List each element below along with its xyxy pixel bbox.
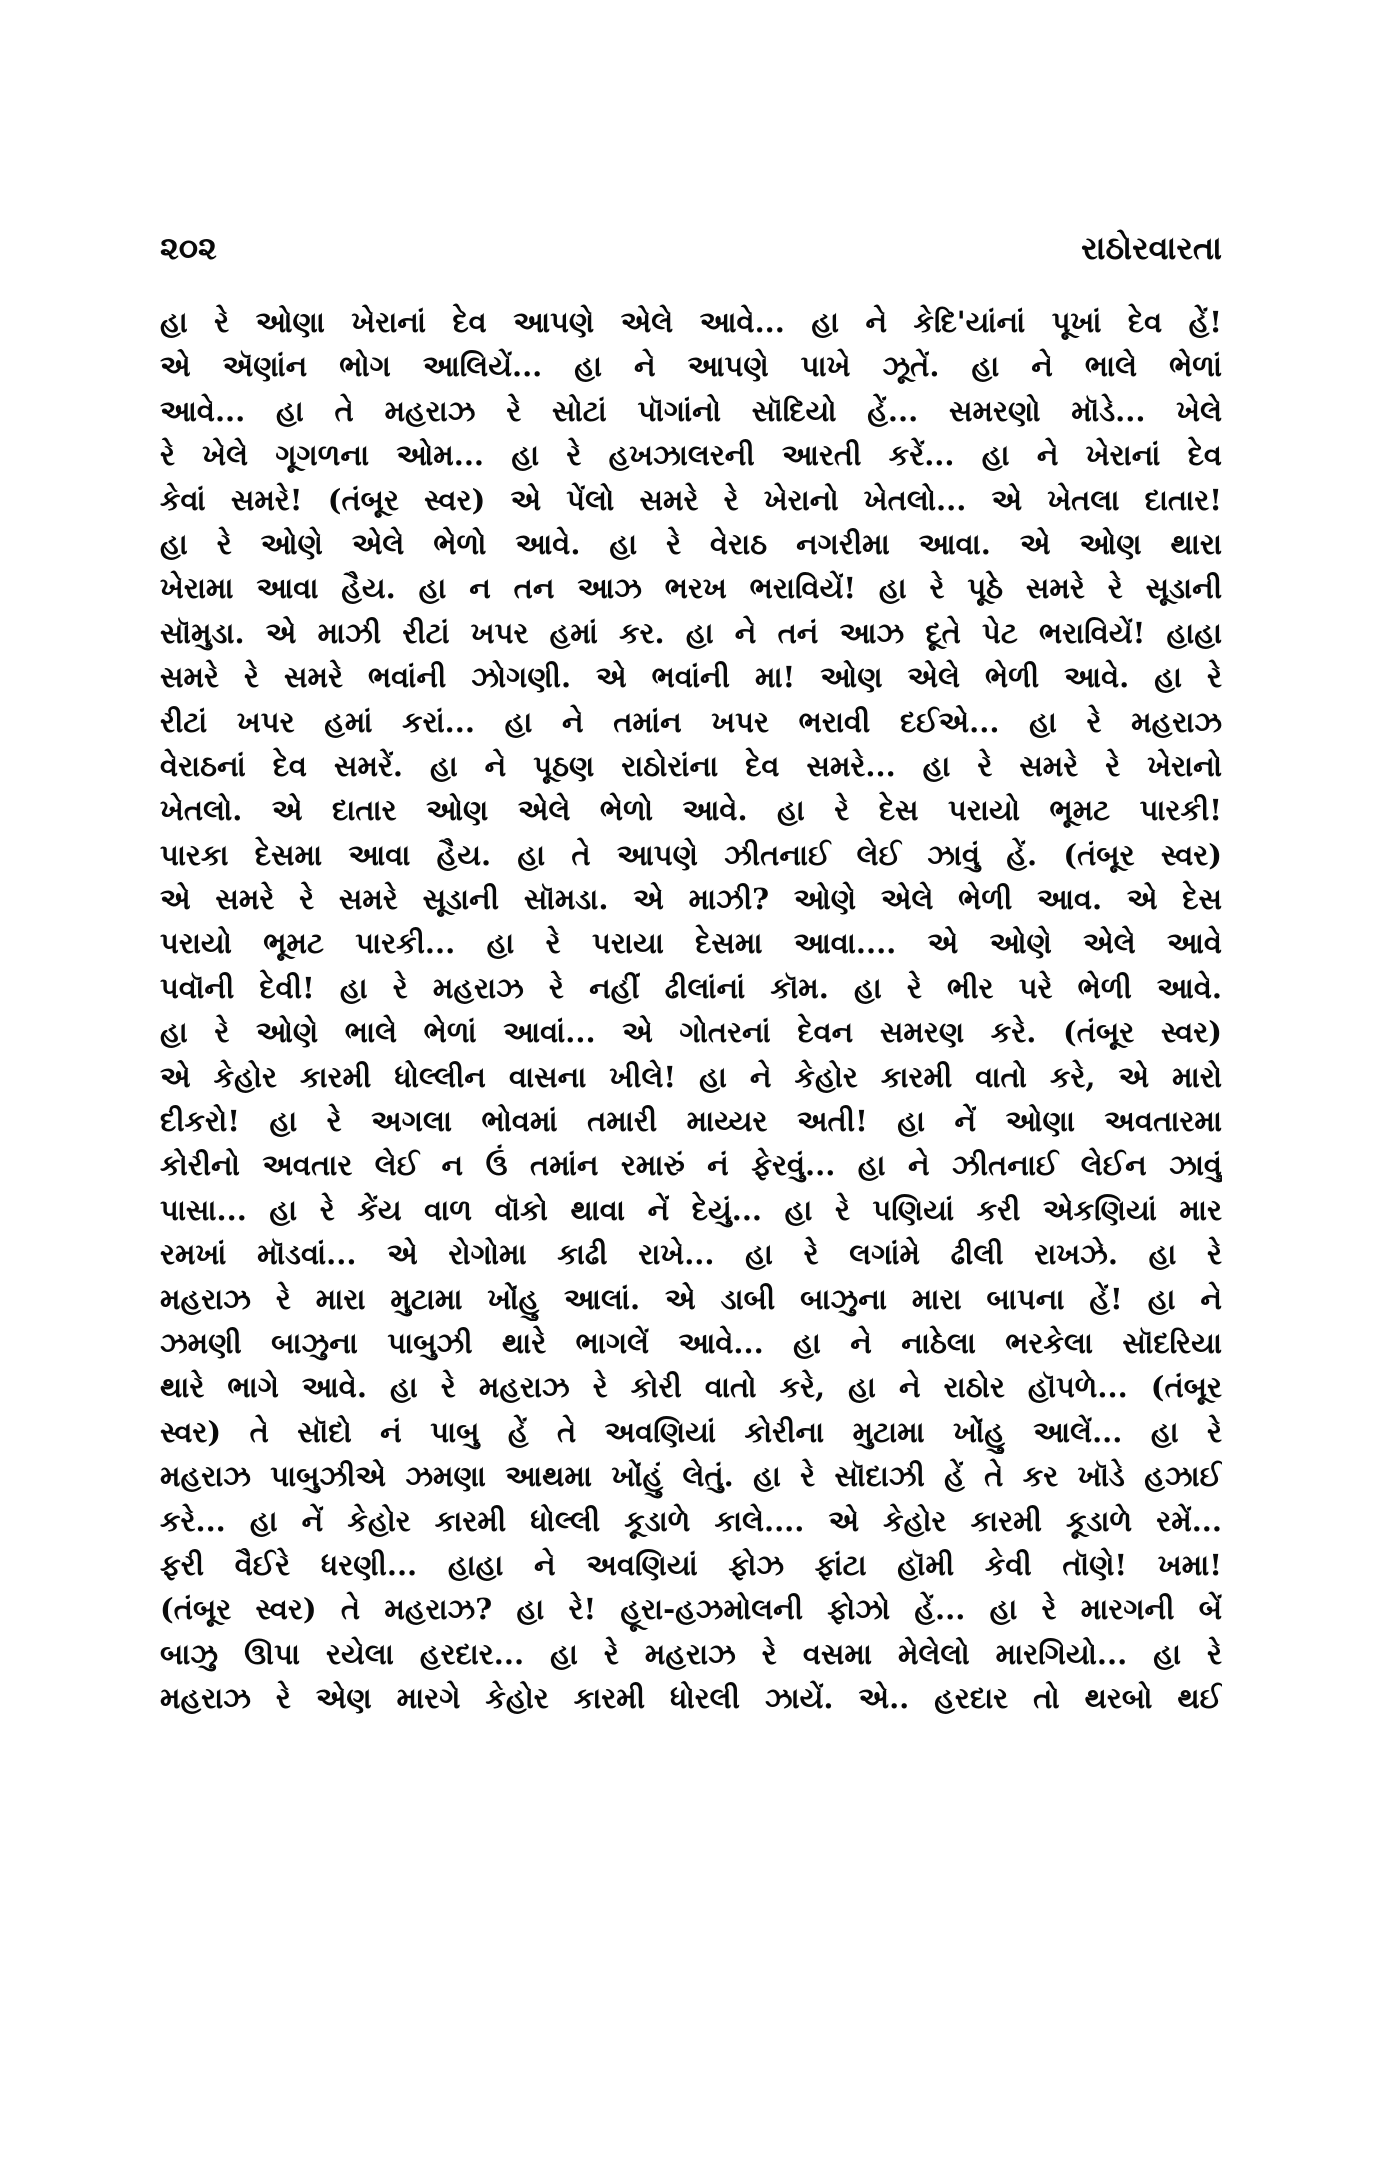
running-title: રાઠોરવારતા xyxy=(1081,229,1222,267)
text-line: પાસા... હા રે કેંય વાળ વૉકો થાવા નેં દેયું... હા રે પણિયાં કરી એકણિયાં માર xyxy=(160,1192,1222,1227)
text-line: (તંબૂર સ્વર) તે મહરાઝ? હા રે! હૂરા-હઝમોલની ફોઝો હેં... હા રે મારગની બેં xyxy=(160,1592,1222,1627)
text-line: એ કેહોર કારમી ધોલ્લીન વાસના ખીલે! હા ને કેહોર કારમી વાતો કરે, એ મારો xyxy=(160,1059,1222,1094)
page-header xyxy=(160,228,1222,268)
text-line: ખેતલો. એ દાતાર ઓણ એલે ભેળો આવે. હા રે દેસ પરાયો ભૂમટ પારકી! xyxy=(160,793,1222,828)
text-line: એ સમરે રે સમરે સૂડાની સૉમડા. એ માઝી? ઓણે એલે ભેળી આવ. એ દેસ xyxy=(160,882,1222,917)
text-line: પારકા દેસમા આવા હૈય. હા તે આપણે ઝીતનાઈ લેઈ ઝાવું હેં. (તંબૂર સ્વર) xyxy=(160,837,1222,872)
text-line: હા રે ઓણા ખેરાનાં દેવ આપણે એલે આવે... હા ને કેદિ'યાંનાં પૂખાં દેવ હેં! xyxy=(160,305,1222,339)
text-line: સૉમુડા. એ માઝી રીટાં ખપર હમાં કર. હા ને તનં આઝ દૂતે પેટ ભરાવિયેં! હાહા xyxy=(160,615,1222,650)
text-line: ખેરામા આવા હૈય. હા ન તન આઝ ભરખ ભરાવિયેં! હા રે પૂઠે સમરે રે સૂડાની xyxy=(160,571,1222,606)
text-line: ફરી વૈઈરે ધરણી... હાહા ને અવણિયાં ફોઝ ફાંટા હૉમી કેવી તૉણે! ખમા! xyxy=(160,1547,1222,1582)
text-line: કરે... હા નેં કેહોર કારમી ધોલ્લી કૂડાળે કાલે.... એ કેહોર કારમી કૂડાળે રમેં... xyxy=(160,1503,1222,1538)
text-line: રીટાં ખપર હમાં કરાં... હા ને તમાંન ખપર ભરાવી દઈએ... હા રે મહરાઝ xyxy=(160,704,1222,739)
text-line: હા રે ઓણે એલે ભેળો આવે. હા રે વેરાઠ નગરીમા આવા. એ ઓણ થારા xyxy=(160,526,1222,561)
text-line: બાઝુ ઊપા રયેલા હરદાર... હા રે મહરાઝ રે વસમા મેલેલો મારગિયો... હા રે xyxy=(160,1636,1222,1671)
page-number: ૨૦૨ xyxy=(160,229,217,267)
text-line: સમરે રે સમરે ભવાંની ઝોગણી. એ ભવાંની મા! ઓણ એલે ભેળી આવે. હા રે xyxy=(160,660,1222,695)
text-line: થારે ભાગે આવે. હા રે મહરાઝ રે કોરી વાતો કરે, હા ને રાઠોર હૉપળે... (તંબૂર xyxy=(160,1370,1222,1405)
text-line: મહરાઝ પાબુઝીએ ઝમણા આથમા ખોંહું લેતું. હા રે સૉદાઝી હેં તે કર ખૉડે હઝાઈ xyxy=(160,1459,1222,1494)
body-text xyxy=(160,300,1222,1721)
text-line: એ ઍણાંન ભોગ આલિયેં... હા ને આપણે પાખે ઝૂતેં. હા ને ભાલે ભેળાં xyxy=(160,349,1222,384)
text-line: પવૉની દેવી! હા રે મહરાઝ રે નહીં ઢીલાંનાં કૉમ. હા રે ભીર પરે ભેળી આવે. xyxy=(160,970,1222,1005)
text-line: વેરાઠનાં દેવ સમરેં. હા ને પૂઠણ રાઠોરાંના દેવ સમરે... હા રે સમરે રે ખેરાનો xyxy=(160,748,1222,783)
text-line: મહરાઝ રે મારા મુટામા ખોંહુ આલાં. એ ડાબી બાઝુના મારા બાપના હેં! હા ને xyxy=(160,1281,1222,1316)
text-line: આવે... હા તે મહરાઝ રે સોટાં પૉગાંનો સૉદિયો હેં... સમરણો મૉડે... ખેલે xyxy=(160,393,1222,428)
text-line: પરાયો ભૂમટ પારકી... હા રે પરાયા દેસમા આવા.... એ ઓણે એલે આવે xyxy=(160,926,1222,961)
text-line: કેવાં સમરે! (તંબૂર સ્વર) એ પેંલો સમરે રે ખેરાનો ખેતલો... એ ખેતલા દાતાર! xyxy=(160,482,1222,517)
text-line: સ્વર) તે સૉદો નં પાબુ હેં તે અવણિયાં કોરીના મુટામા ખોંહુ આલેં... હા રે xyxy=(160,1414,1222,1449)
text-line: કોરીનો અવતાર લેઈ ન ઉં તમાંન રમારું નં ફેરવું... હા ને ઝીતનાઈ લેઈન ઝાવું xyxy=(160,1148,1222,1183)
text-line: રે ખેલે ગૂગળના ઓમ... હા રે હખઝાલરની આરતી કરેં... હા ને ખેરાનાં દેવ xyxy=(160,438,1222,473)
text-line: મહરાઝ રે એણ મારગે કેહોર કારમી ધોરલી ઝાયેં. એ.. હરદાર તો થરબો થઈ xyxy=(160,1681,1222,1716)
text-line: રમખાં મૉડવાં... એ રોગોમા કાઢી રાખે... હા રે લગાંમે ઢીલી રાખઝે. હા રે xyxy=(160,1237,1222,1272)
text-line: દીકરો! હા રે અગલા ભોવમાં તમારી માય્યર અતી! હા નેં ઓણા અવતારમા xyxy=(160,1104,1222,1139)
text-line: હા રે ઓણે ભાલે ભેળાં આવાં... એ ગોતરનાં દેવન સમરણ કરે. (તંબૂર સ્વર) xyxy=(160,1015,1222,1050)
text-line: ઝમણી બાઝુના પાબુઝી થારે ભાગલેં આવે... હા ને નાઠેલા ભરકેલા સૉદરિયા xyxy=(160,1325,1222,1360)
